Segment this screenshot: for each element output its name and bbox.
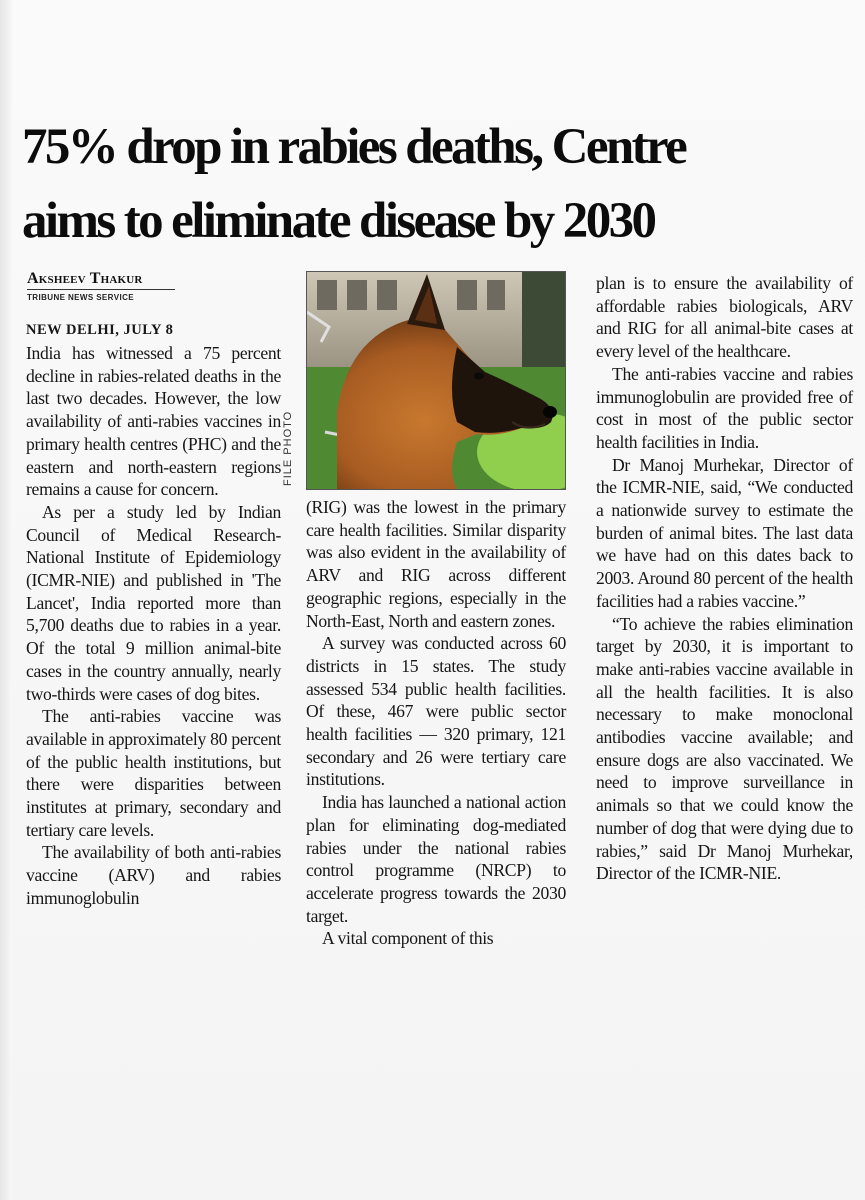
dog-photo	[306, 271, 566, 490]
page-edge-shadow	[0, 0, 12, 1200]
paragraph: As per a study led by Indian Council of Medical Research-National Institute of Epidemiology (ICMR-NIE) and published in 'The Lancet', India reported more than 5,700 deaths due to rabies in a year. Of the total 9 million animal-bite cases in the country annually, nearly two-thirds were cases of dog bites.	[26, 501, 281, 704]
paragraph: A survey was conducted across 60 districts in 15 states. The study assessed 534 public health facilities. Of these, 467 were public sector health facilities — 320 primary, 121 secondary and 26 were tertiary care institutions.	[306, 633, 566, 790]
article-column-1	[26, 318, 281, 910]
paragraph: “To achieve the rabies elimination target by 2030, it is important to make anti-rabies vaccine available in all the health facilities. It is also necessary to make monoclonal antibodies vaccine available; and ensure dogs are also vaccinated. We need to improve surveillance in animals so that we could know the number of dog that were dying due to rabies,” said Dr Manoj Murhekar, Director of the ICMR-NIE.	[596, 613, 853, 884]
headline-line-2: aims to eliminate disease by 2030	[22, 193, 655, 249]
paragraph: A vital component of this	[322, 928, 494, 949]
paragraph: India has witnessed a 75 percent decline in rabies-related deaths in the last two decades. However, the low availability of anti-rabies vaccines in primary health centres (PHC) and the eastern and north-eastern regions remains a cause for concern.	[26, 343, 281, 500]
byline: Aksheev Thakur	[27, 270, 143, 287]
paragraph: The availability of both anti-rabies vaccine (ARV) and rabies immunoglobulin	[26, 842, 281, 908]
article-column-3	[596, 272, 853, 885]
paragraph: The anti-rabies vaccine and rabies immunoglobulin are provided free of cost in most of the public sector health facilities in India.	[596, 363, 853, 452]
paragraph: The anti-rabies vaccine was available in approximately 80 percent of the public health institutions, but there were disparities between institutes at primary, secondary and tertiary care levels.	[26, 706, 281, 840]
dog-illustration	[307, 272, 565, 489]
news-service: TRIBUNE NEWS SERVICE	[27, 289, 175, 302]
headline-line-1: 75% drop in rabies deaths, Centre	[22, 119, 686, 175]
headline	[22, 110, 842, 258]
dateline: NEW DELHI, JULY 8	[26, 322, 174, 338]
paragraph: Dr Manoj Murhekar, Director of the ICMR-NIE, said, “We conducted a nationwide survey to estimate the burden of animal bites. The last data we have had on this dates back to 2003. Around 80 percent of the health facilities had a rabies vaccine.”	[596, 454, 853, 611]
paragraph: India has launched a national action plan for eliminating dog-mediated rabies under the national rabies control programme (NRCP) to accelerate progress towards the 2030 target.	[306, 792, 566, 926]
photo-credit: FILE PHOTO	[282, 410, 294, 486]
byline-block	[27, 270, 287, 302]
paragraph: (RIG) was the lowest in the primary care health facilities. Similar disparity was also evident in the availability of ARV and RIG across different geographic regions, especially in the North-East, North and eastern zones.	[306, 497, 566, 631]
paragraph: plan is to ensure the availability of affordable rabies biologicals, ARV and RIG for all animal-bite cases at every level of the healthcare.	[596, 273, 853, 362]
article-column-2	[306, 496, 566, 950]
